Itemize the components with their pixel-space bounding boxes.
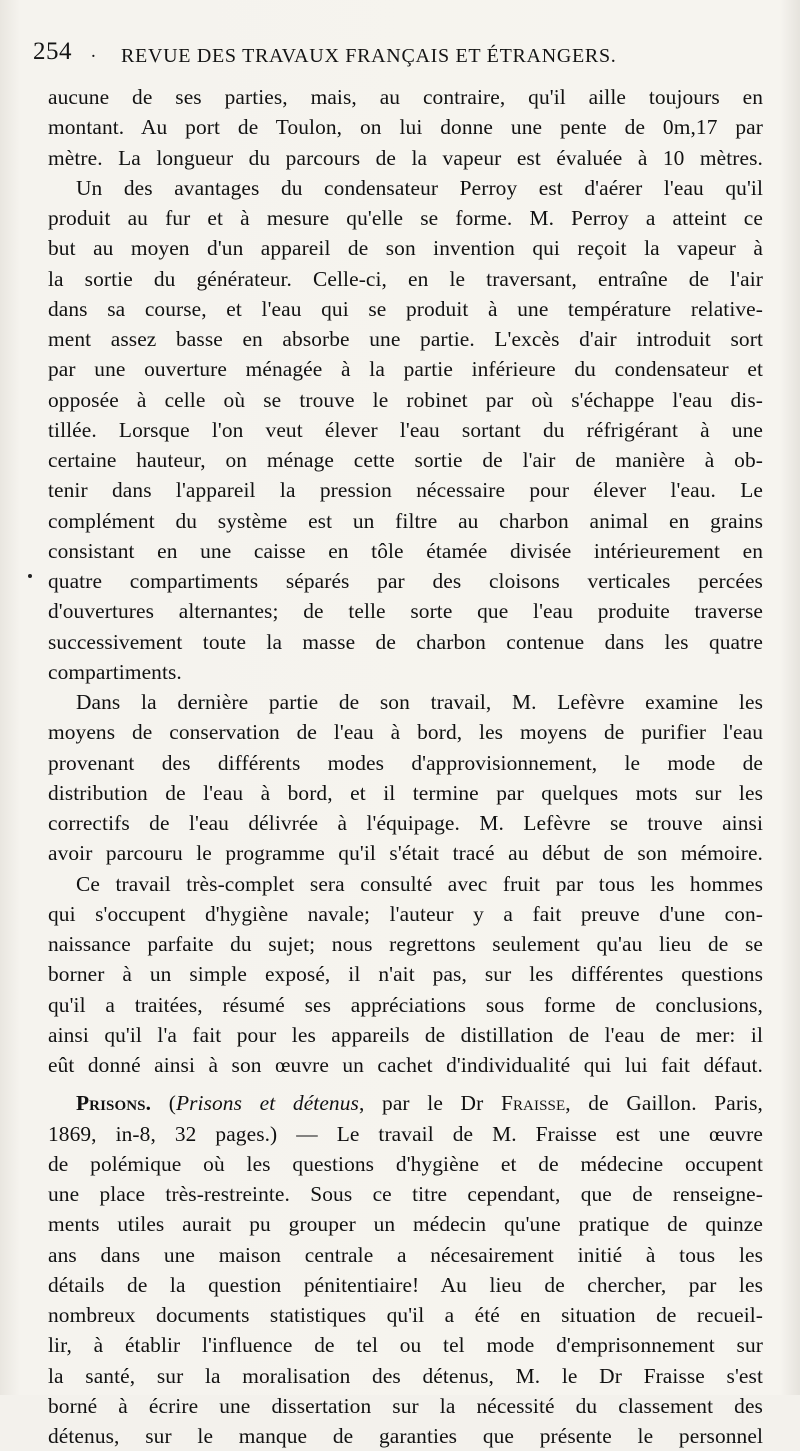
text-line: détails de la question pénitentiaire! Au lieu de chercher, par les	[48, 1272, 763, 1297]
text-line: tenir dans l'appareil la pression nécessaire pour élever l'eau. Le	[48, 478, 763, 503]
text-line: ainsi qu'il l'a fait pour les appareils de distillation de l'eau de mer: il	[48, 1022, 763, 1047]
text-line: qui s'occupent d'hygiène navale; l'auteur y a fait preuve d'une con-	[48, 901, 763, 926]
text-line: qu'il a traitées, résumé ses appréciations sous forme de conclusions,	[48, 992, 763, 1017]
text-line: correctifs de l'eau délivrée à l'équipage. M. Lefèvre se trouve ainsi	[48, 811, 763, 835]
text-line: naissance parfaite du sujet; nous regrettons seulement qu'au lieu de se	[48, 932, 763, 956]
review-first-line	[48, 1088, 763, 1118]
text-line: ments utiles aurait pu grouper un médecin qu'une pratique de quinze	[48, 1212, 763, 1237]
text-line: détenus, sur le manque de garanties que présente le personnel	[48, 1424, 763, 1448]
text-line: complément du système est un filtre au charbon animal en grains	[48, 508, 763, 533]
text-line: mètre. La longueur du parcours de la vapeur est évaluée à 10 mètres.	[48, 145, 763, 170]
text-line: Un des avantages du condensateur Perroy est d'aérer l'eau qu'il	[76, 175, 763, 200]
text-line: tillée. Lorsque l'on veut élever l'eau sortant du réfrigérant à une	[48, 417, 763, 442]
text-line: compartiments.	[48, 659, 182, 684]
text-line: une place très-restreinte. Sous ce titre cependant, que de renseigne-	[48, 1182, 763, 1206]
text-line: par une ouverture ménagée à la partie inférieure du condensateur et	[48, 357, 763, 382]
text-line: ment assez basse en absorbe une partie. L'excès d'air introduit sort	[48, 327, 763, 351]
text-line: la santé, sur la moralisation des détenus, M. le Dr Fraisse s'est	[48, 1363, 763, 1388]
header-separator: .	[91, 41, 96, 62]
paragraph	[48, 173, 763, 687]
text-line: lir, à établir l'influence de tel ou tel mode d'emprisonnement sur	[48, 1333, 763, 1358]
text-line: distribution de l'eau à bord, et il termine par quelques mots sur les	[48, 780, 763, 805]
paragraph	[48, 82, 763, 173]
running-head	[33, 38, 773, 72]
text-line: borner à un simple exposé, il n'ait pas, sur les différentes questions	[48, 962, 763, 987]
cited-author: Fraisse	[500, 1091, 566, 1116]
citation-mid: , par le Dr	[358, 1091, 501, 1116]
text-line: d'ouvertures alternantes; de telle sorte que l'eau produite traverse	[48, 599, 763, 624]
cited-book-title: Prisons et détenus	[175, 1091, 359, 1116]
text-line: 1869, in-8, 32 pages.) — Le travail de M. Fraisse est une œuvre	[48, 1121, 763, 1146]
text-line: nombreux documents statistiques qu'il a été en situation de recueil-	[48, 1303, 763, 1327]
text-line: certaine hauteur, on ménage cette sortie de l'air de manière à ob-	[48, 448, 763, 472]
text-line: but au moyen d'un appareil de son invention qui reçoit la vapeur à	[48, 236, 763, 261]
citation-open: (	[151, 1091, 176, 1116]
text-line: eût donné ainsi à son œuvre un cachet d'individualité qui lui fait défaut.	[48, 1053, 763, 1077]
review-entry	[48, 1088, 763, 1451]
paragraph	[48, 869, 763, 1081]
text-line: quatre compartiments séparés par des cloisons verticales percées	[48, 569, 763, 593]
body-text	[48, 82, 763, 1451]
text-line: dans sa course, et l'eau qui se produit à une température relative-	[48, 296, 763, 321]
review-run-in-title: Prisons.	[76, 1091, 152, 1116]
text-line: ans dans une maison centrale a nécesairement initié à tous les	[48, 1242, 763, 1267]
text-line: Dans la dernière partie de son travail, M. Lefèvre examine les	[76, 690, 763, 714]
citation-tail: , de Gaillon. Paris,	[565, 1091, 764, 1116]
text-line: produit au fur et à mesure qu'elle se forme. M. Perroy a atteint ce	[48, 206, 763, 230]
text-line: de polémique où les questions d'hygiène et de médecine occupent	[48, 1151, 763, 1176]
journal-title: REVUE DES TRAVAUX FRANÇAIS ET ÉTRANGERS.	[121, 45, 617, 67]
page-number: 254	[33, 38, 72, 65]
text-line: borné à écrire une dissertation sur la nécessité du classement des	[48, 1393, 763, 1418]
text-line: provenant des différents modes d'approvisionnement, le mode de	[48, 750, 763, 775]
text-line: avoir parcouru le programme qu'il s'était tracé au début de son mémoire.	[48, 841, 763, 866]
text-line: la sortie du générateur. Celle-ci, en le traversant, entraîne de l'air	[48, 266, 763, 291]
text-line: moyens de conservation de l'eau à bord, les moyens de purifier l'eau	[48, 720, 763, 745]
text-line: consistant en une caisse en tôle étamée divisée intérieurement en	[48, 538, 763, 563]
paragraph	[48, 687, 763, 869]
text-line: Ce travail très-complet sera consulté avec fruit par tous les hommes	[76, 871, 763, 896]
text-line: successivement toute la masse de charbon contenue dans les quatre	[48, 629, 763, 654]
text-line: aucune de ses parties, mais, au contraire, qu'il aille toujours en	[48, 85, 763, 109]
margin-dot	[28, 574, 32, 578]
text-line: opposée à celle où se trouve le robinet par où s'échappe l'eau dis-	[48, 387, 763, 412]
text-line: montant. Au port de Toulon, on lui donne une pente de 0m,17 par	[48, 115, 763, 140]
